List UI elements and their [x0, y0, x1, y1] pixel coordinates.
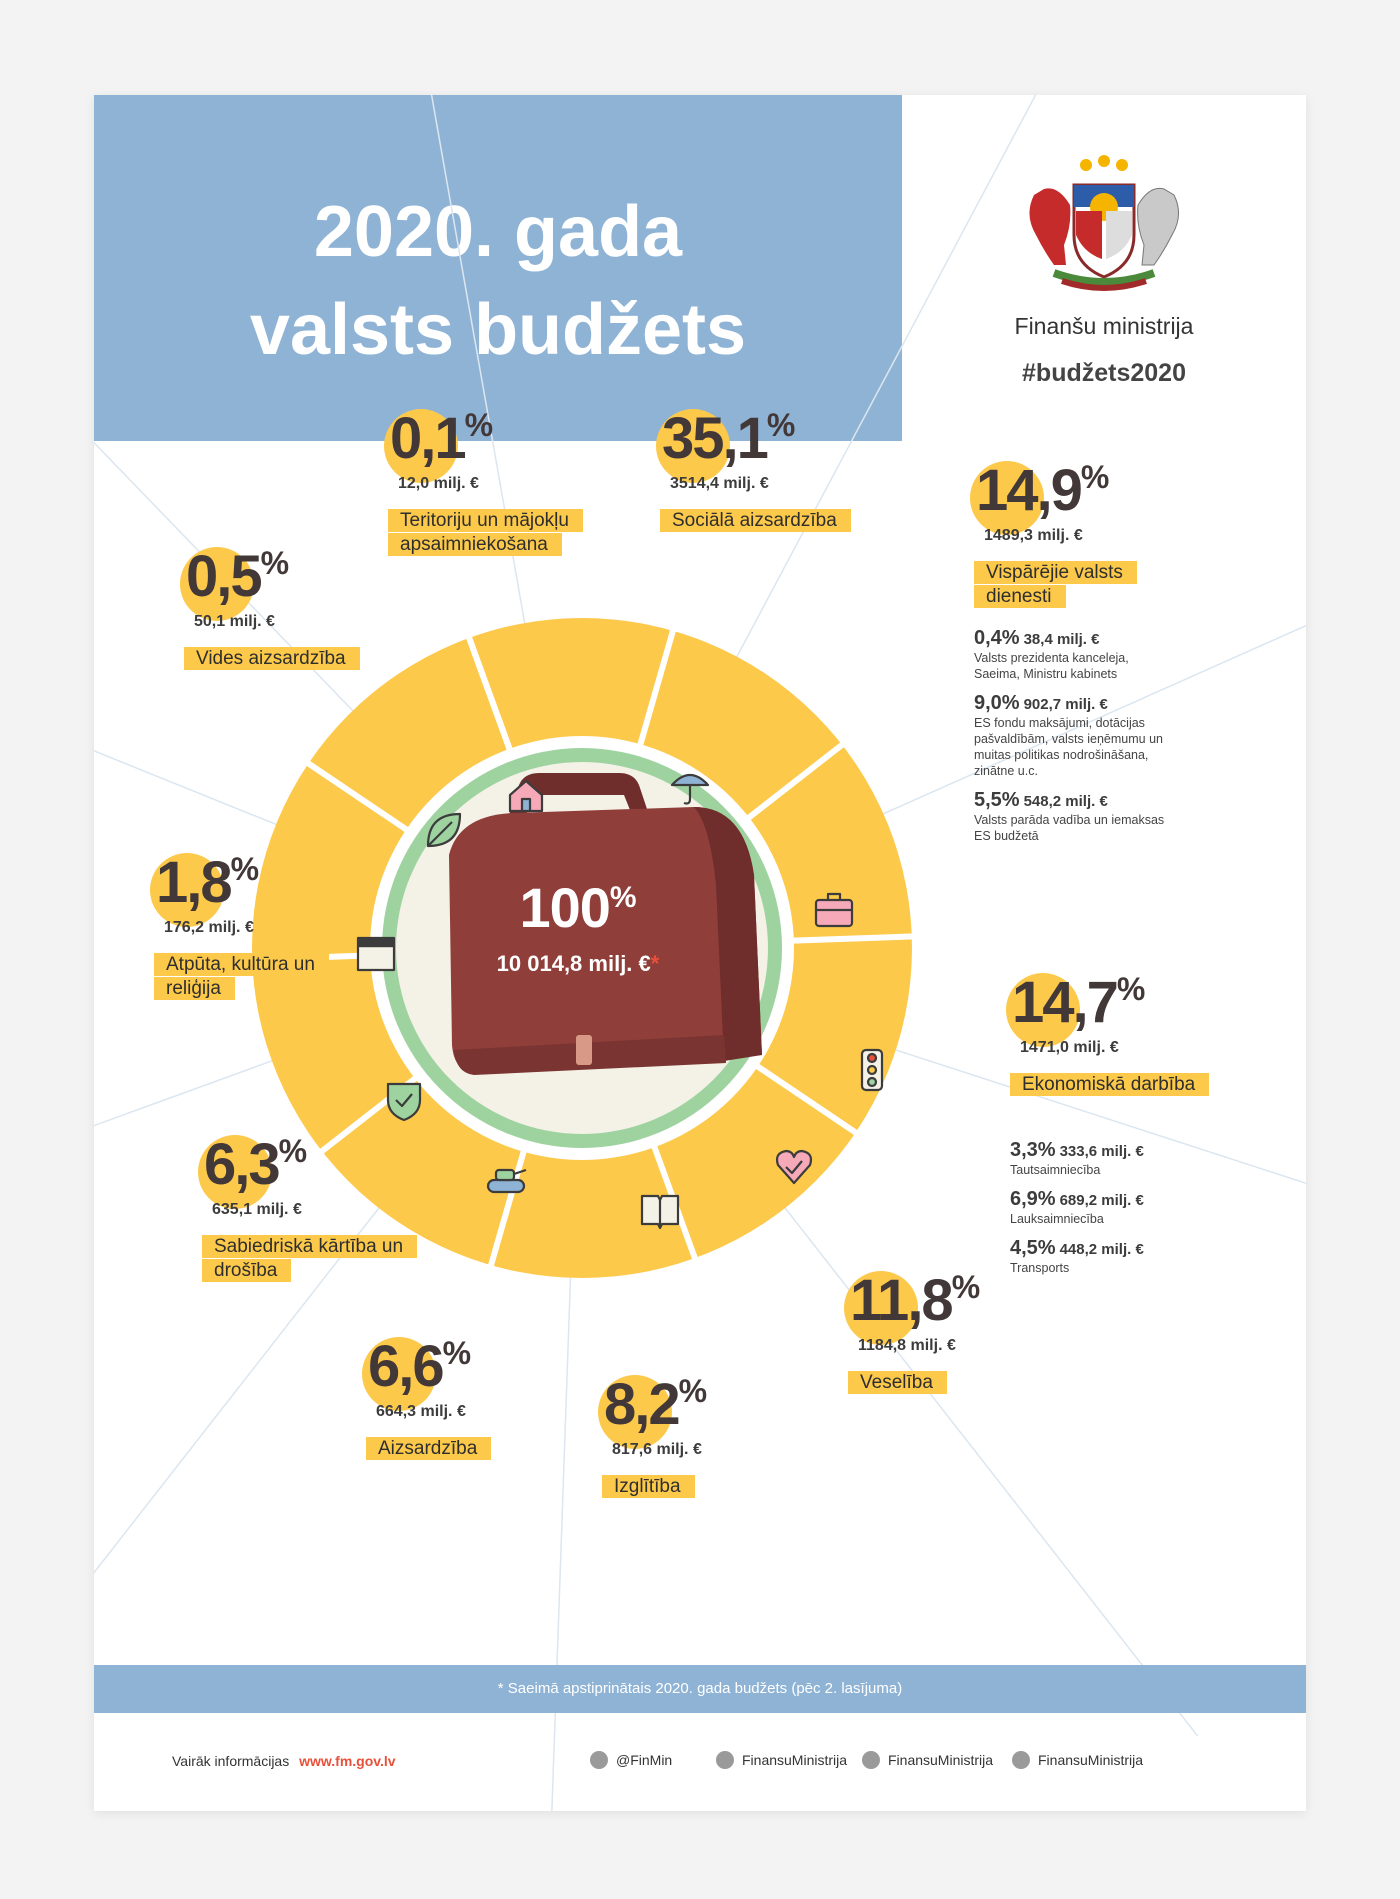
stat-label-text: Sabiedriskā kārtība un drošība	[202, 1235, 417, 1282]
clap-top	[358, 938, 394, 946]
sub-percent: 3,3%	[1010, 1139, 1056, 1161]
center-total: 10 014,8 milj. €*	[496, 951, 660, 976]
briefcase-clasp	[576, 1035, 592, 1065]
stat-label-text: Vispārējie valsts dienesti	[974, 561, 1137, 608]
stat-label	[660, 509, 880, 533]
percent-value: 35,1	[662, 406, 767, 471]
facebook-icon	[716, 1751, 734, 1769]
sub-items	[1010, 1139, 1210, 1286]
stat-percent	[204, 1131, 307, 1198]
stat-amount: 1471,0 milj. €	[1020, 1039, 1119, 1056]
sub-desc: Tautsaimniecība	[1010, 1163, 1101, 1177]
stat-percent	[186, 543, 289, 610]
sub-desc: ES fondu maksājumi, dotācijas pašvaldībām, valsts ieņēmumu un muitas politikas nodrošināšana, zinātne u.c.	[974, 716, 1163, 778]
title-line-2: valsts budžets	[249, 290, 747, 370]
sub-item	[1010, 1139, 1210, 1178]
stat-label-text: Sociālā aizsardzība	[660, 509, 851, 532]
sub-desc: Valsts prezidenta kanceleja, Saeima, Ministru kabinets	[974, 651, 1129, 681]
stat-percent	[1012, 969, 1145, 1036]
stat-label	[974, 561, 1194, 609]
footnote-bar: * Saeimā apstiprinātais 2020. gada budžets (pēc 2. lasījuma)	[94, 1665, 1306, 1713]
tank-turret	[496, 1170, 514, 1180]
stat-amount: 176,2 milj. €	[164, 919, 254, 936]
stat-label-text: Izglītība	[602, 1475, 695, 1498]
house-door	[522, 799, 530, 811]
percent-sign: %	[260, 545, 290, 581]
sub-percent: 0,4%	[974, 627, 1020, 649]
percent-value: 8,2	[604, 1372, 679, 1437]
stat-amount: 3514,4 milj. €	[670, 475, 769, 492]
stat-label	[184, 647, 404, 671]
percent-sign: %	[278, 1133, 308, 1169]
stat-label-text: Vides aizsardzība	[184, 647, 360, 670]
tank-track	[488, 1180, 524, 1192]
twitter-icon	[590, 1751, 608, 1769]
sub-amount: 548,2 milj. €	[1023, 793, 1108, 810]
percent-sign: %	[464, 407, 494, 443]
sub-amount: 333,6 milj. €	[1059, 1143, 1144, 1160]
sub-amount: 38,4 milj. €	[1023, 631, 1100, 648]
stat-amount: 1184,8 milj. €	[858, 1337, 956, 1354]
stat-label	[202, 1235, 422, 1283]
twitter-link[interactable]	[590, 1751, 672, 1769]
percent-sign: %	[951, 1269, 981, 1305]
light-yellow	[868, 1066, 876, 1074]
stat-percent	[368, 1333, 471, 1400]
stat-label-text: Ekonomiskā darbība	[1010, 1073, 1209, 1096]
percent-sign: %	[1080, 459, 1110, 495]
stat-label-text: Teritoriju un mājokļu apsaimniekošana	[388, 509, 583, 556]
stat-amount: 50,1 milj. €	[194, 613, 275, 630]
stat-percent	[850, 1267, 980, 1334]
percent-value: 1,8	[156, 850, 231, 915]
stat-amount: 664,3 milj. €	[376, 1403, 466, 1420]
website-link[interactable]: www.fm.gov.lv	[299, 1753, 396, 1769]
light-red	[868, 1054, 876, 1062]
percent-sign: %	[230, 851, 260, 887]
sub-desc: Transports	[1010, 1261, 1070, 1275]
percent-value: 6,6	[368, 1334, 443, 1399]
hashtag[interactable]: #budžets2020	[1022, 359, 1186, 387]
stat-percent	[604, 1371, 707, 1438]
sub-items	[974, 627, 1174, 854]
percent-value: 6,3	[204, 1132, 279, 1197]
draugiem-link[interactable]	[862, 1751, 993, 1769]
book-icon	[642, 1196, 678, 1228]
stat-label	[602, 1475, 822, 1499]
footer	[94, 1713, 1306, 1811]
sub-item	[974, 692, 1174, 779]
stat-amount: 1489,3 milj. €	[984, 527, 1083, 544]
facebook-link[interactable]	[716, 1751, 847, 1769]
light-green	[868, 1078, 876, 1086]
center-percent: 100%	[519, 876, 637, 939]
percent-sign: %	[766, 407, 796, 443]
more-info	[172, 1753, 396, 1769]
sub-percent: 9,0%	[974, 692, 1020, 714]
stat-label	[154, 953, 374, 1001]
percent-sign: %	[442, 1335, 472, 1371]
percent-value: 0,5	[186, 544, 261, 609]
twitter-label: @FinMin	[616, 1752, 673, 1768]
flickr-icon	[1012, 1751, 1030, 1769]
stat-amount: 817,6 milj. €	[612, 1441, 702, 1458]
title-line-1: 2020. gada	[313, 192, 683, 272]
flickr-link[interactable]	[1012, 1751, 1143, 1769]
stat-label-text: Atpūta, kultūra un reliģija	[154, 953, 329, 1000]
sub-amount: 448,2 milj. €	[1059, 1241, 1144, 1258]
flickr-label: FinansuMinistrija	[1038, 1752, 1144, 1768]
percent-value: 0,1	[390, 406, 465, 471]
percent-value: 11,8	[850, 1268, 952, 1333]
more-info-label: Vairāk informācijas	[172, 1753, 290, 1769]
stat-percent	[390, 405, 493, 472]
ministry-name: Finanšu ministrija	[1014, 313, 1194, 339]
stat-label	[366, 1437, 586, 1461]
sub-percent: 5,5%	[974, 789, 1020, 811]
stat-amount: 12,0 milj. €	[398, 475, 479, 492]
infographic-poster	[94, 95, 1306, 1811]
stat-label	[848, 1371, 1068, 1395]
case-body	[816, 900, 852, 926]
sub-item	[974, 789, 1174, 844]
stat-label	[1010, 1073, 1230, 1097]
traffic-light-icon	[862, 1050, 882, 1090]
draugiem-label: FinansuMinistrija	[888, 1752, 994, 1768]
sub-desc: Valsts parāda vadība un iemaksas ES budžetā	[974, 813, 1165, 843]
sub-desc: Lauksaimniecība	[1010, 1212, 1104, 1226]
sub-percent: 6,9%	[1010, 1188, 1056, 1210]
percent-sign: %	[678, 1373, 708, 1409]
sub-percent: 4,5%	[1010, 1237, 1056, 1259]
sub-amount: 689,2 milj. €	[1059, 1192, 1144, 1209]
percent-value: 14,9	[976, 458, 1081, 523]
sub-amount: 902,7 milj. €	[1023, 696, 1108, 713]
sub-item	[1010, 1188, 1210, 1227]
percent-value: 14,7	[1012, 970, 1117, 1035]
stat-label-text: Aizsardzība	[366, 1437, 491, 1460]
percent-sign: %	[1116, 971, 1146, 1007]
stat-percent	[156, 849, 259, 916]
facebook-label: FinansuMinistrija	[742, 1752, 848, 1768]
stat-label	[388, 509, 608, 557]
sub-item	[1010, 1237, 1210, 1276]
stat-amount: 635,1 milj. €	[212, 1201, 302, 1218]
draugiem-icon	[862, 1751, 880, 1769]
stat-percent	[662, 405, 795, 472]
sub-item	[974, 627, 1174, 682]
stat-percent	[976, 457, 1109, 524]
stat-label-text: Veselība	[848, 1371, 947, 1394]
